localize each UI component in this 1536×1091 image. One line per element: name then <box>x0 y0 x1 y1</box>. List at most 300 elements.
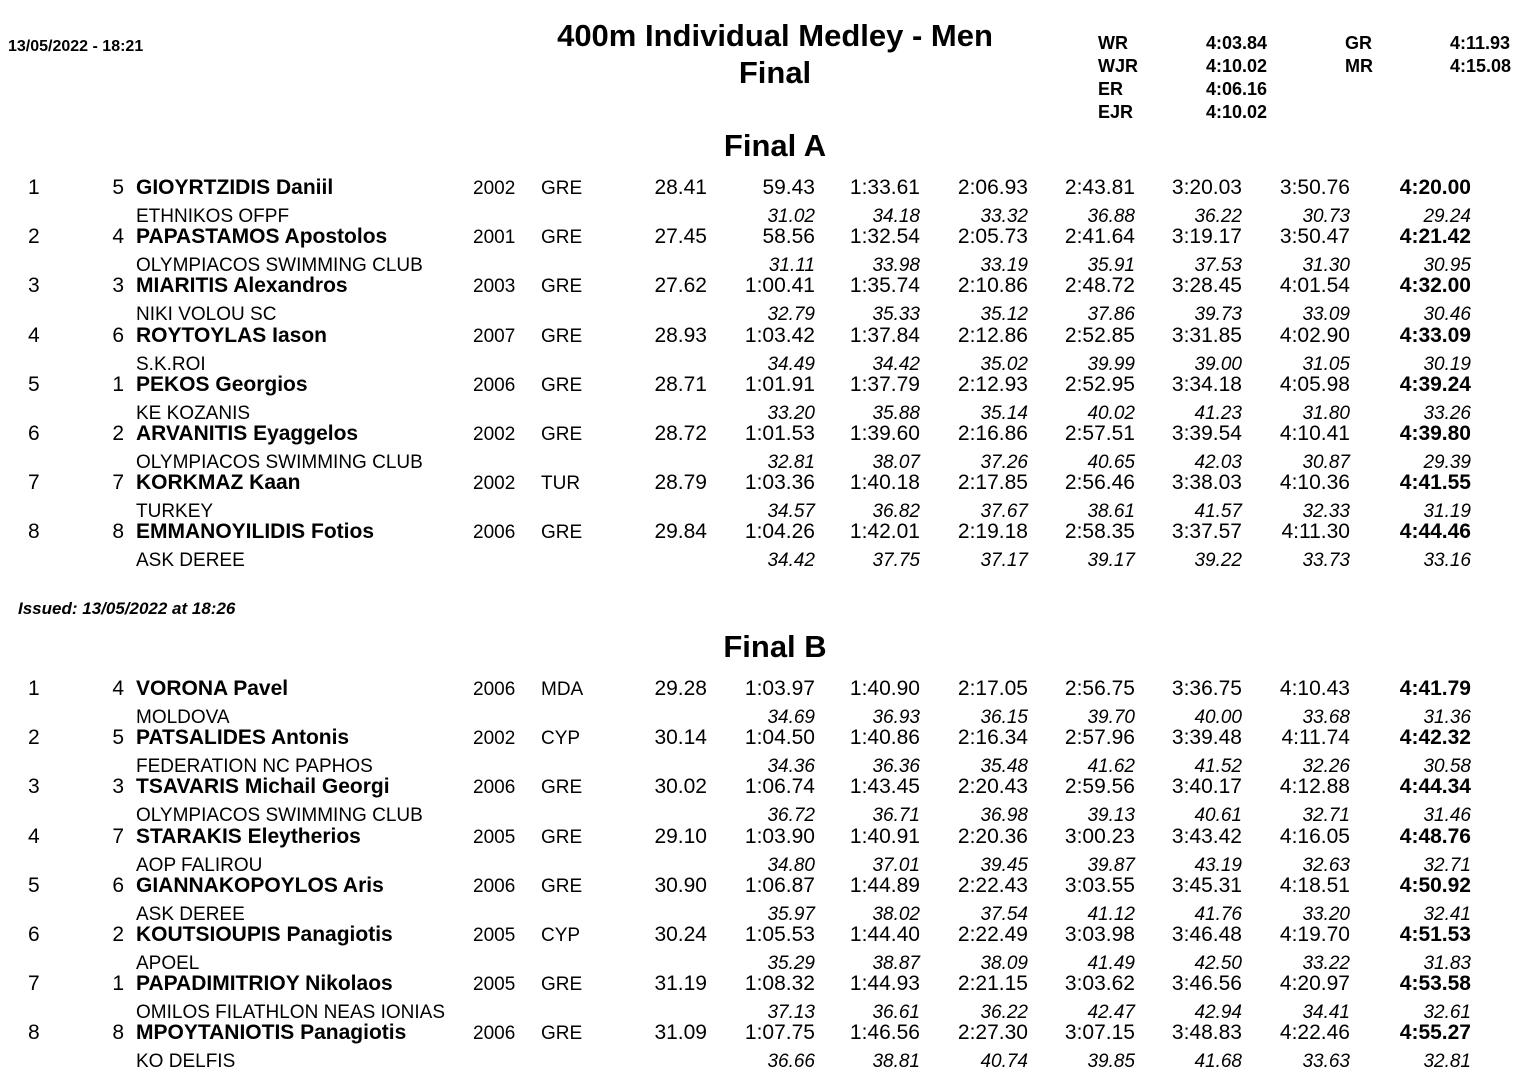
record-label: WJR <box>1098 56 1138 76</box>
record-label: ER <box>1098 79 1124 99</box>
birth-year: 2005 <box>473 974 516 996</box>
club-name: ASK DEREE <box>136 903 245 925</box>
birth-year: 2006 <box>473 679 516 700</box>
lap-time: 33.68 <box>1302 707 1350 728</box>
final-time: 4:33.09 <box>1399 323 1471 347</box>
lap-time: 37.26 <box>980 452 1028 473</box>
split-50m: 30.90 <box>654 873 707 897</box>
record-time: 4:10.02 <box>1206 56 1268 76</box>
nation: GRE <box>541 875 583 897</box>
lap-time: 34.18 <box>872 206 920 227</box>
split-time: 3:46.48 <box>1171 923 1242 946</box>
nation: GRE <box>541 1023 583 1045</box>
lap-time: 38.81 <box>872 1051 920 1073</box>
final-time: 4:21.42 <box>1399 225 1471 249</box>
split-time: 2:56.46 <box>1064 471 1135 495</box>
nation: CYP <box>541 728 581 750</box>
rank: 6 <box>28 422 40 445</box>
rank: 4 <box>28 323 40 347</box>
lap-time: 32.71 <box>1423 854 1471 876</box>
rank: 8 <box>28 1021 40 1045</box>
split-50m: 28.71 <box>654 372 707 396</box>
club-name: OMILOS FILATHLON NEAS IONIAS <box>136 1002 445 1024</box>
split-time: 1:00.41 <box>744 274 815 298</box>
lap-time: 31.11 <box>768 255 815 277</box>
record-label: WR <box>1098 33 1128 53</box>
lap-time: 35.29 <box>767 953 815 974</box>
nation: MDA <box>541 679 584 700</box>
nation: GRE <box>541 276 583 298</box>
club-name: KO DELFIS <box>136 1051 236 1073</box>
lap-time: 33.09 <box>1302 304 1350 326</box>
split-time: 3:37.57 <box>1171 520 1242 544</box>
lap-time: 37.01 <box>872 854 920 876</box>
split-time: 1:42.01 <box>849 520 920 544</box>
rank: 1 <box>28 176 40 199</box>
lane: 6 <box>112 873 124 897</box>
split-time: 1:46.56 <box>849 1021 920 1045</box>
split-time: 4:19.70 <box>1279 923 1350 946</box>
lap-time: 34.36 <box>767 756 815 778</box>
final-time: 4:41.79 <box>1399 677 1471 700</box>
lap-time: 38.61 <box>1087 501 1135 523</box>
club-name: ASK DEREE <box>136 550 245 572</box>
lap-time: 29.24 <box>1423 206 1471 227</box>
lap-time: 40.74 <box>980 1051 1028 1073</box>
lap-time: 36.22 <box>1194 206 1242 227</box>
swimmer-name: MIARITIS Alexandros <box>136 274 348 298</box>
split-time: 4:11.30 <box>1281 520 1350 544</box>
split-time: 2:16.86 <box>957 422 1028 445</box>
split-time: 1:44.40 <box>849 923 920 946</box>
final-time: 4:44.34 <box>1399 775 1471 799</box>
split-time: 2:59.56 <box>1064 775 1135 799</box>
split-time: 1:39.60 <box>849 422 920 445</box>
split-time: 1:03.90 <box>744 824 815 848</box>
nation: GRE <box>541 424 583 445</box>
split-time: 2:12.93 <box>957 372 1028 396</box>
record-time: 4:11.93 <box>1450 33 1511 53</box>
split-50m: 30.14 <box>654 726 707 750</box>
lap-time: 37.53 <box>1194 255 1242 277</box>
lap-time: 42.94 <box>1194 1002 1242 1024</box>
lap-time: 36.82 <box>872 501 920 523</box>
split-time: 1:06.74 <box>744 775 815 799</box>
lane: 5 <box>112 726 124 750</box>
split-time: 4:02.90 <box>1279 323 1350 347</box>
split-50m: 31.19 <box>654 972 707 996</box>
lap-time: 39.17 <box>1087 550 1135 572</box>
lap-time: 36.36 <box>872 756 920 778</box>
split-time: 1:40.91 <box>849 824 920 848</box>
lap-time: 33.98 <box>872 255 920 277</box>
lap-time: 38.07 <box>872 452 920 473</box>
split-time: 1:33.61 <box>849 176 920 199</box>
swimmer-name: ROYTOYLAS Iason <box>136 323 327 347</box>
split-time: 1:32.54 <box>849 225 920 249</box>
lap-time: 35.91 <box>1087 255 1135 277</box>
lap-time: 38.87 <box>872 953 920 974</box>
split-time: 58.56 <box>762 225 815 249</box>
swimmer-name: PEKOS Georgios <box>136 372 308 396</box>
lap-time: 34.57 <box>767 501 815 523</box>
lap-time: 39.45 <box>980 854 1028 876</box>
split-time: 1:40.18 <box>849 471 920 495</box>
birth-year: 2005 <box>473 826 516 848</box>
club-name: TURKEY <box>136 501 214 523</box>
lap-time: 39.87 <box>1087 854 1135 876</box>
lap-time: 38.02 <box>872 903 920 925</box>
split-time: 2:20.36 <box>957 824 1028 848</box>
split-time: 3:34.18 <box>1171 372 1242 396</box>
final-time: 4:44.46 <box>1399 520 1471 544</box>
lap-time: 32.33 <box>1302 501 1350 523</box>
birth-year: 2002 <box>473 424 516 445</box>
split-time: 1:37.79 <box>849 372 920 396</box>
lap-time: 31.05 <box>1302 353 1350 375</box>
lap-time: 33.20 <box>1302 903 1350 925</box>
split-time: 1:06.87 <box>744 873 815 897</box>
nation: GRE <box>541 325 583 347</box>
lap-time: 32.63 <box>1302 854 1350 876</box>
club-name: FEDERATION NC PAPHOS <box>136 756 373 778</box>
lap-time: 36.88 <box>1087 206 1135 227</box>
split-time: 1:03.97 <box>744 677 815 700</box>
split-time: 4:10.41 <box>1279 422 1350 445</box>
report-datetime: 13/05/2022 - 18:21 <box>8 38 144 55</box>
club-name: KE KOZANIS <box>136 402 251 424</box>
split-time: 1:43.45 <box>849 775 920 799</box>
birth-year: 2002 <box>473 178 516 199</box>
split-time: 1:01.53 <box>744 422 815 445</box>
split-time: 3:03.62 <box>1064 972 1135 996</box>
lap-time: 34.42 <box>872 353 920 375</box>
lap-time: 40.61 <box>1194 805 1242 827</box>
split-time: 1:04.26 <box>744 520 815 544</box>
split-time: 4:05.98 <box>1279 372 1350 396</box>
lap-time: 36.93 <box>872 707 920 728</box>
split-time: 2:56.75 <box>1064 677 1135 700</box>
rank: 1 <box>28 677 40 700</box>
split-time: 2:57.51 <box>1064 422 1135 445</box>
section-title-final-a: Final A <box>723 128 827 163</box>
birth-year: 2006 <box>473 875 516 897</box>
lap-time: 33.73 <box>1302 550 1350 572</box>
swimmer-name: KOUTSIOUPIS Panagiotis <box>136 923 393 946</box>
split-time: 4:11.74 <box>1281 726 1350 750</box>
nation: GRE <box>541 777 583 799</box>
lane: 7 <box>112 824 124 848</box>
split-time: 2:20.43 <box>957 775 1028 799</box>
final-time: 4:41.55 <box>1399 471 1471 495</box>
split-50m: 28.41 <box>654 176 707 199</box>
split-time: 2:17.85 <box>957 471 1028 495</box>
nation: GRE <box>541 826 583 848</box>
split-time: 1:37.84 <box>849 323 920 347</box>
split-time: 2:19.18 <box>957 520 1028 544</box>
rank: 6 <box>28 923 40 946</box>
lap-time: 35.88 <box>872 402 920 424</box>
split-time: 1:08.32 <box>744 972 815 996</box>
lap-time: 37.54 <box>980 903 1028 925</box>
lap-time: 37.75 <box>872 550 920 572</box>
swimmer-name: ARVANITIS Eyaggelos <box>136 422 359 445</box>
lap-time: 35.97 <box>767 903 815 925</box>
lap-time: 29.39 <box>1423 452 1471 473</box>
record-label: EJR <box>1098 102 1134 122</box>
lap-time: 33.26 <box>1423 402 1471 424</box>
final-time: 4:32.00 <box>1399 274 1471 298</box>
lap-time: 32.81 <box>767 452 815 473</box>
lap-time: 41.68 <box>1194 1051 1242 1073</box>
split-time: 3:03.98 <box>1064 923 1135 946</box>
split-time: 2:58.35 <box>1064 520 1135 544</box>
swimmer-name: PAPADIMITRIOY Nikolaos <box>136 972 393 996</box>
lane: 3 <box>112 775 124 799</box>
split-time: 2:57.96 <box>1064 726 1135 750</box>
lap-time: 30.19 <box>1423 353 1471 375</box>
lap-time: 30.58 <box>1423 756 1471 778</box>
rank: 2 <box>28 726 40 750</box>
lap-time: 35.02 <box>980 353 1028 375</box>
birth-year: 2002 <box>473 728 516 750</box>
split-time: 2:06.93 <box>957 176 1028 199</box>
nation: GRE <box>541 974 583 996</box>
split-time: 1:01.91 <box>744 372 815 396</box>
swimmer-name: GIANNAKOPOYLOS Aris <box>136 873 384 897</box>
final-time: 4:42.32 <box>1399 726 1471 750</box>
nation: GRE <box>541 374 583 396</box>
lap-time: 36.15 <box>980 707 1028 728</box>
split-time: 3:28.45 <box>1171 274 1242 298</box>
lap-time: 31.19 <box>1423 501 1471 523</box>
lap-time: 36.71 <box>872 805 920 827</box>
birth-year: 2002 <box>473 473 516 495</box>
split-time: 1:40.90 <box>849 677 920 700</box>
split-50m: 29.84 <box>654 520 707 544</box>
split-time: 3:50.76 <box>1279 176 1350 199</box>
record-time: 4:10.02 <box>1206 102 1268 122</box>
split-time: 59.43 <box>762 176 815 199</box>
lap-time: 43.19 <box>1194 854 1242 876</box>
section-title-final-b: Final B <box>723 629 827 664</box>
split-time: 3:46.56 <box>1171 972 1242 996</box>
split-time: 1:07.75 <box>744 1021 815 1045</box>
birth-year: 2001 <box>473 227 516 249</box>
split-time: 3:31.85 <box>1171 323 1242 347</box>
split-time: 1:03.42 <box>744 323 815 347</box>
split-time: 4:01.54 <box>1279 274 1350 298</box>
lap-time: 33.16 <box>1423 550 1471 572</box>
split-time: 2:17.05 <box>957 677 1028 700</box>
lap-time: 42.50 <box>1194 953 1242 974</box>
final-time: 4:55.27 <box>1399 1021 1471 1045</box>
nation: GRE <box>541 227 583 249</box>
birth-year: 2006 <box>473 522 516 544</box>
lap-time: 37.17 <box>980 550 1028 572</box>
lap-time: 40.02 <box>1087 402 1135 424</box>
nation: GRE <box>541 178 583 199</box>
lap-time: 39.70 <box>1087 707 1135 728</box>
swimmer-name: KORKMAZ Kaan <box>136 471 301 495</box>
birth-year: 2003 <box>473 276 516 298</box>
lane: 4 <box>112 225 124 249</box>
split-time: 2:48.72 <box>1064 274 1135 298</box>
split-time: 2:52.95 <box>1064 372 1135 396</box>
split-time: 4:22.46 <box>1279 1021 1350 1045</box>
rank: 3 <box>28 775 40 799</box>
split-time: 1:44.89 <box>849 873 920 897</box>
lap-time: 34.41 <box>1302 1002 1350 1024</box>
split-time: 2:22.49 <box>957 923 1028 946</box>
lap-time: 41.23 <box>1194 402 1242 424</box>
club-name: APOEL <box>136 953 200 974</box>
lap-time: 31.36 <box>1423 707 1471 728</box>
split-time: 3:00.23 <box>1064 824 1135 848</box>
split-time: 2:43.81 <box>1064 176 1135 199</box>
lap-time: 31.30 <box>1302 255 1350 277</box>
split-50m: 27.62 <box>654 274 707 298</box>
lap-time: 34.80 <box>767 854 815 876</box>
split-time: 2:27.30 <box>957 1021 1028 1045</box>
split-time: 3:19.17 <box>1171 225 1242 249</box>
swimmer-name: STARAKIS Eleytherios <box>136 824 361 848</box>
split-50m: 27.45 <box>654 225 707 249</box>
swimmer-name: EMMANOYILIDIS Fotios <box>136 520 374 544</box>
split-time: 1:03.36 <box>744 471 815 495</box>
split-time: 4:12.88 <box>1279 775 1350 799</box>
split-time: 2:16.34 <box>957 726 1028 750</box>
lane: 1 <box>112 372 124 396</box>
rank: 5 <box>28 873 40 897</box>
lap-time: 36.98 <box>980 805 1028 827</box>
split-time: 3:48.83 <box>1171 1021 1242 1045</box>
event-subtitle: Final <box>738 55 812 90</box>
final-time: 4:53.58 <box>1399 972 1471 996</box>
swimmer-name: MPOYTANIOTIS Panagiotis <box>136 1021 407 1045</box>
lap-time: 32.61 <box>1423 1002 1471 1024</box>
lap-time: 33.22 <box>1302 953 1350 974</box>
lap-time: 32.81 <box>1423 1051 1471 1073</box>
club-name: OLYMPIACOS SWIMMING CLUB <box>136 805 423 827</box>
lane: 5 <box>112 176 124 199</box>
split-time: 2:22.43 <box>957 873 1028 897</box>
split-time: 1:35.74 <box>849 274 920 298</box>
lap-time: 41.52 <box>1194 756 1242 778</box>
split-time: 2:21.15 <box>957 972 1028 996</box>
rank: 7 <box>28 471 40 495</box>
record-label: MR <box>1345 56 1373 76</box>
lap-time: 34.49 <box>767 353 815 375</box>
club-name: NIKI VOLOU SC <box>136 304 277 326</box>
lap-time: 39.22 <box>1194 550 1242 572</box>
birth-year: 2006 <box>473 777 516 799</box>
final-time: 4:50.92 <box>1399 873 1471 897</box>
split-time: 1:04.50 <box>744 726 815 750</box>
split-time: 3:45.31 <box>1171 873 1242 897</box>
split-time: 3:03.55 <box>1064 873 1135 897</box>
lap-time: 33.20 <box>767 402 815 424</box>
lane: 7 <box>112 471 124 495</box>
split-50m: 30.24 <box>654 923 707 946</box>
lap-time: 31.80 <box>1302 402 1350 424</box>
split-50m: 28.72 <box>654 422 707 445</box>
split-time: 4:18.51 <box>1279 873 1350 897</box>
club-name: OLYMPIACOS SWIMMING CLUB <box>136 255 423 277</box>
lap-time: 37.67 <box>980 501 1028 523</box>
split-time: 3:20.03 <box>1171 176 1242 199</box>
final-time: 4:20.00 <box>1399 176 1471 199</box>
nation: GRE <box>541 522 583 544</box>
lap-time: 33.32 <box>980 206 1028 227</box>
lane: 6 <box>112 323 124 347</box>
lap-time: 32.71 <box>1302 805 1350 827</box>
split-time: 3:38.03 <box>1171 471 1242 495</box>
split-time: 3:50.47 <box>1279 225 1350 249</box>
lap-time: 39.73 <box>1194 304 1242 326</box>
lap-time: 30.95 <box>1423 255 1471 277</box>
split-50m: 28.79 <box>654 471 707 495</box>
lap-time: 35.14 <box>980 402 1028 424</box>
final-time: 4:51.53 <box>1399 923 1471 946</box>
lap-time: 30.73 <box>1302 206 1350 227</box>
lane: 2 <box>112 422 124 445</box>
lane: 4 <box>112 677 124 700</box>
lap-time: 42.03 <box>1194 452 1242 473</box>
lap-time: 36.72 <box>767 805 815 827</box>
lap-time: 37.86 <box>1087 304 1135 326</box>
split-time: 3:39.48 <box>1171 726 1242 750</box>
split-50m: 30.02 <box>654 775 707 799</box>
event-title: 400m Individual Medley - Men <box>557 18 993 53</box>
lap-time: 39.13 <box>1087 805 1135 827</box>
record-time: 4:15.08 <box>1450 56 1512 76</box>
lane: 1 <box>112 972 124 996</box>
lap-time: 41.76 <box>1194 903 1242 925</box>
rank: 8 <box>28 520 40 544</box>
lap-time: 34.42 <box>767 550 815 572</box>
rank: 2 <box>28 225 40 249</box>
lap-time: 31.02 <box>767 206 815 227</box>
split-time: 4:10.43 <box>1279 677 1350 700</box>
split-time: 4:20.97 <box>1279 972 1350 996</box>
split-50m: 29.28 <box>654 677 707 700</box>
split-time: 4:16.05 <box>1279 824 1350 848</box>
record-label: GR <box>1345 33 1372 53</box>
split-time: 2:10.86 <box>957 274 1028 298</box>
lap-time: 35.33 <box>872 304 920 326</box>
rank: 5 <box>28 372 40 396</box>
swimmer-name: PATSALIDES Antonis <box>136 726 350 750</box>
club-name: S.K.ROI <box>136 353 206 375</box>
lap-time: 41.62 <box>1087 756 1135 778</box>
birth-year: 2006 <box>473 1023 516 1045</box>
issued-timestamp: Issued: 13/05/2022 at 18:26 <box>18 599 236 618</box>
birth-year: 2007 <box>473 325 516 347</box>
lap-time: 39.85 <box>1087 1051 1135 1073</box>
rank: 4 <box>28 824 40 848</box>
lap-time: 35.12 <box>980 304 1028 326</box>
nation: TUR <box>541 473 581 495</box>
lap-time: 35.48 <box>980 756 1028 778</box>
club-name: OLYMPIACOS SWIMMING CLUB <box>136 452 423 473</box>
nation: CYP <box>541 925 581 946</box>
lap-time: 39.00 <box>1194 353 1242 375</box>
swimmer-name: GIOYRTZIDIS Daniil <box>136 176 334 199</box>
lap-time: 37.13 <box>767 1002 815 1024</box>
lap-time: 40.00 <box>1194 707 1242 728</box>
lap-time: 39.99 <box>1087 353 1135 375</box>
